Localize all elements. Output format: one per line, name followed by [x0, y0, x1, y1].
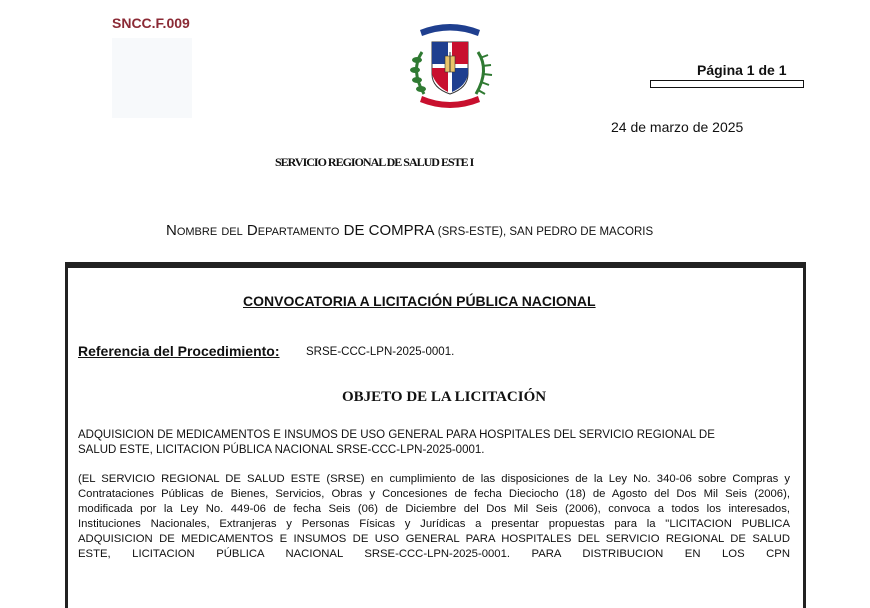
coat-of-arms-icon	[400, 12, 500, 112]
department-line	[166, 222, 653, 239]
body-line: (EL SERVICIO REGIONAL DE SALUD ESTE (SRSE) en cumplimiento de las disposiciones de la Ley No. 340-06 sobre Compras y	[78, 473, 790, 485]
reference-value: SRSE-CCC-LPN-2025-0001.	[306, 346, 455, 358]
department-prefix: Nombre del Departamento	[166, 222, 340, 239]
object-description	[78, 428, 758, 458]
object-line: ADQUISICION DE MEDICAMENTOS E INSUMOS DE USO GENERAL PARA HOSPITALES DEL SERVICIO REGIONAL DE	[78, 429, 715, 441]
page-indicator: Página 1 de 1	[697, 62, 787, 78]
page-indicator-box	[650, 80, 804, 88]
object-line: SALUD ESTE, LICITACION PÚBLICA NACIONAL SRSE-CCC-LPN-2025-0001.	[78, 444, 485, 456]
body-line: Instituciones Nacionales, Extranjeras y Personas Físicas y Jurídicas a presentar propuestas para la "LICITACION PUBLICA	[78, 518, 790, 530]
document-date: 24 de marzo de 2025	[611, 119, 744, 135]
institution-name: SERVICIO REGIONAL DE SALUD ESTE I	[275, 155, 474, 169]
notice-title: CONVOCATORIA A LICITACIÓN PÚBLICA NACIONAL	[243, 293, 596, 309]
object-title: OBJETO DE LA LICITACIÓN	[342, 389, 547, 405]
form-code: SNCC.F.009	[112, 15, 190, 31]
body-line: Contrataciones Públicas de Bienes, Servicios, Obras y Concesiones de fecha Dieciocho (18) de Agosto del Dos Mil Seis (2006),	[78, 488, 790, 500]
reference-label: Referencia del Procedimiento:	[78, 343, 280, 359]
body-line: modificada por la Ley No. 449-06 de fecha Seis (06) de Diciembre del Dos Mil Seis (2006), convoca a todos los interesados,	[78, 503, 790, 515]
body-paragraph	[78, 472, 790, 562]
department-suffix: (SRS-ESTE), SAN PEDRO DE MACORIS	[437, 226, 654, 238]
department-name: DE COMPRA	[343, 222, 434, 239]
faint-stamp	[112, 38, 192, 118]
body-line: ESTE, LICITACION PÚBLICA NACIONAL SRSE-CCC-LPN-2025-0001. PARA DISTRIBUCION EN LOS CPN	[78, 548, 790, 560]
body-line: ADQUISICION DE MEDICAMENTOS E INSUMOS DE USO GENERAL PARA HOSPITALES DEL SERVICIO REGIONAL DE SALUD	[78, 533, 790, 545]
